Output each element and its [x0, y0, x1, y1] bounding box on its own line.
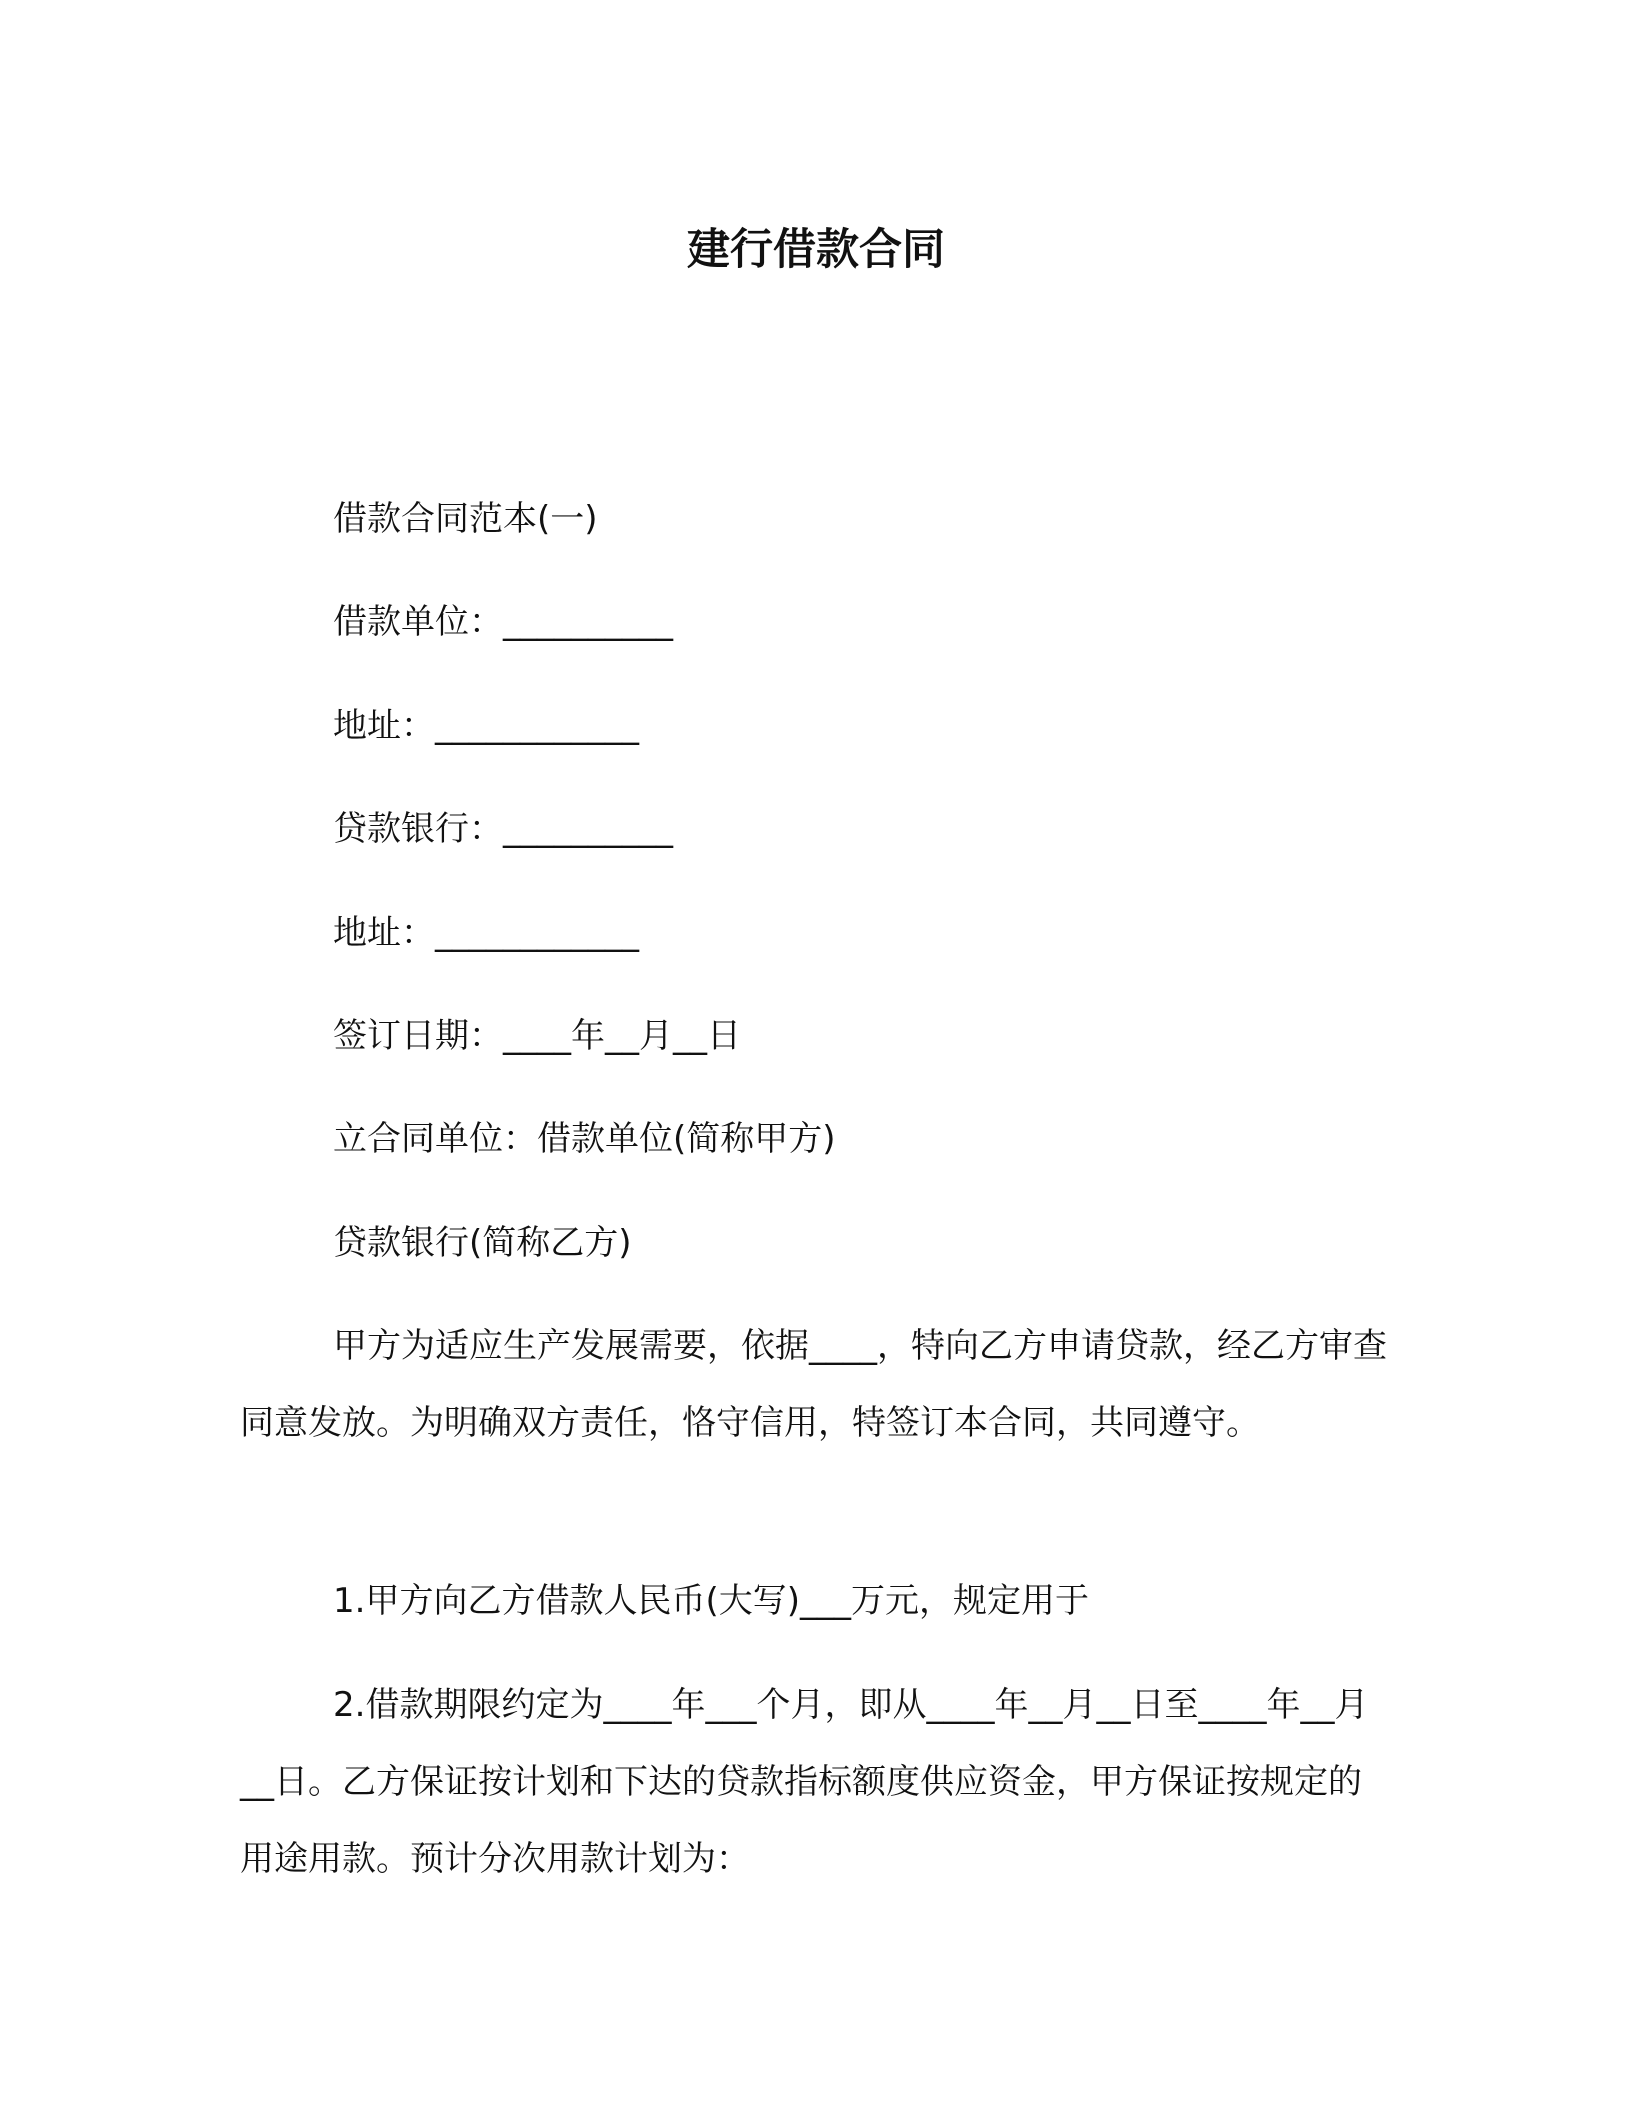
paragraph-clause-2: 2.借款期限约定为____年___个月，即从____年__月__日至____年__月__日。乙方保证按计划和下达的贷款指标额度供应资金，甲方保证按规定的用途用款。预计分次用款计划为：	[240, 1685, 1369, 1879]
paragraph-purpose: 甲方为适应生产发展需要，依据____，特向乙方申请贷款，经乙方审查同意发放。为明确双方责任，恪守信用，特签订本合同，共同遵守。	[240, 1326, 1387, 1443]
header-line-bank-address: 地址：____________	[333, 913, 639, 953]
header-line-signing-date: 签订日期：____年__月__日	[333, 1016, 741, 1056]
document-title: 建行借款合同	[687, 225, 945, 275]
header-line-party-b: 贷款银行(简称乙方)	[333, 1223, 632, 1263]
header-line-borrower: 借款单位：__________	[333, 602, 673, 642]
paragraph-clause-1: 1.甲方向乙方借款人民币(大写)___万元，规定用于	[333, 1581, 1089, 1621]
header-line-borrower-address: 地址：____________	[333, 706, 639, 746]
header-line-bank: 贷款银行：__________	[333, 809, 673, 849]
header-line-party-a: 立合同单位：借款单位(简称甲方)	[333, 1119, 836, 1159]
header-line-template-name: 借款合同范本(一)	[333, 499, 598, 539]
